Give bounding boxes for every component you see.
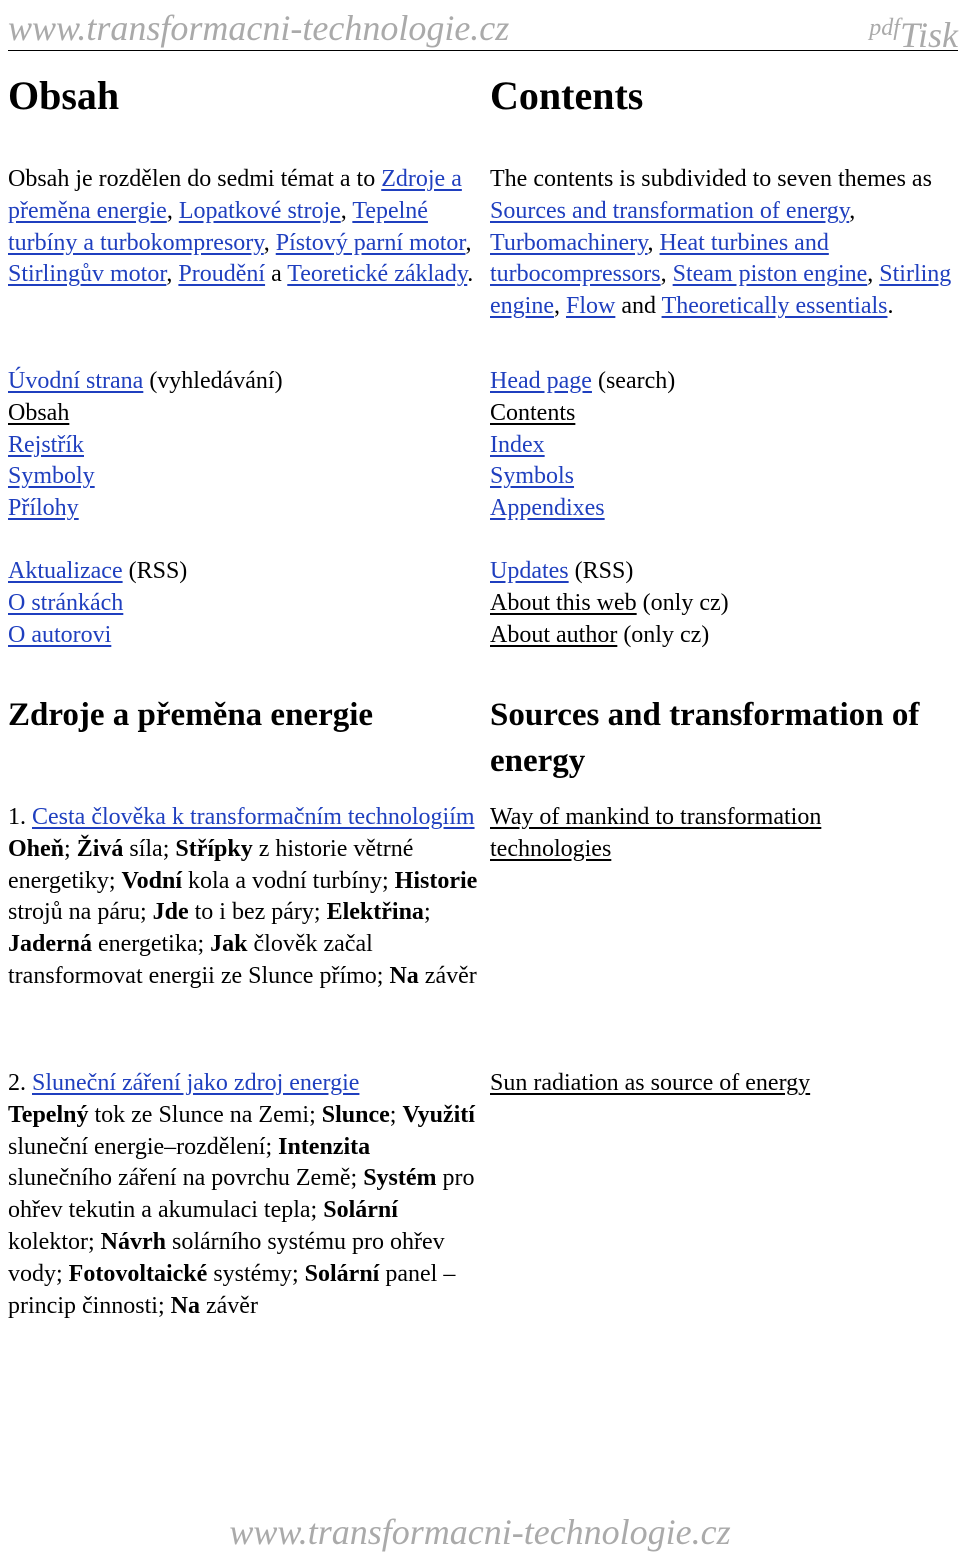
- link-updates[interactable]: Updates: [490, 558, 569, 584]
- nav-item-about-web: [490, 588, 729, 620]
- intro-text: Obsah je rozdělen do sedmi témat a to: [8, 166, 382, 192]
- link-aktualizace[interactable]: Aktualizace: [8, 558, 123, 584]
- nav-suffix: (search): [591, 368, 676, 394]
- nav-item-about-author: [490, 620, 729, 652]
- pdf-print-link[interactable]: [869, 8, 958, 55]
- topic-keyword: Jaderná: [8, 931, 92, 958]
- topic-keyword: Živá: [76, 835, 124, 862]
- link-symboly[interactable]: Symboly: [8, 463, 95, 490]
- topic-text: z historie větrné energetiky;: [8, 835, 414, 894]
- link-stirling-engine[interactable]: Stirling engine: [490, 261, 952, 320]
- right-section-heading: Sources and transformation of energy: [490, 697, 920, 779]
- topic-text: systémy;: [207, 1260, 305, 1287]
- right-chapter-2: [490, 1068, 958, 1100]
- sep: ,: [465, 229, 472, 256]
- topic-keyword: Na: [389, 962, 419, 989]
- link-about-author[interactable]: About author: [490, 621, 618, 648]
- sep: and: [615, 293, 662, 320]
- topic-text: pro ohřev tekutin a akumulaci tepla;: [8, 1165, 475, 1224]
- right-intro: [490, 164, 958, 323]
- link-proudeni[interactable]: Proudění: [178, 261, 266, 288]
- topic-keyword: Návrh: [100, 1228, 166, 1255]
- topic-keyword: Oheň: [8, 835, 65, 862]
- left-heading: Obsah: [8, 73, 120, 118]
- topic-text: kolektor;: [8, 1228, 101, 1255]
- link-about-this-web[interactable]: About this web: [490, 589, 637, 616]
- link-turbomachinery[interactable]: Turbomachinery: [490, 229, 648, 256]
- nav-item-contents: [490, 398, 675, 430]
- link-zdroje[interactable]: Zdroje a přeměna energie: [8, 166, 462, 224]
- topic-keyword: Střípky: [175, 835, 253, 862]
- nav-item-about-web: [8, 588, 187, 620]
- right-nav-main: [490, 366, 675, 525]
- topic-text: kola a vodní turbíny;: [182, 867, 395, 894]
- nav-suffix: (only cz): [617, 621, 710, 648]
- site-url-header[interactable]: www.transformacni-technologie.cz: [8, 8, 510, 48]
- right-chapter-1: [490, 802, 910, 866]
- topic-keyword: Solární: [304, 1260, 380, 1287]
- sep: .: [887, 293, 894, 320]
- topic-keyword: Systém: [363, 1165, 437, 1192]
- topic-keyword: Vodní: [121, 867, 183, 894]
- nav-item-appendix: [490, 493, 675, 525]
- sep: ,: [553, 293, 566, 320]
- pdf-label: pdf: [869, 15, 900, 41]
- link-theoretically[interactable]: Theoretically essentials: [661, 293, 888, 320]
- topic-text: člověk začal transformovat energii ze Slunce přímo;: [8, 931, 390, 989]
- link-obsah[interactable]: Obsah: [8, 399, 70, 426]
- nav-item-contents: [8, 398, 283, 430]
- topic-text: závěr: [418, 962, 477, 989]
- link-rejstrik[interactable]: Rejstřík: [8, 431, 84, 458]
- nav-item-updates: [8, 556, 187, 588]
- link-o-strankach[interactable]: O stránkách: [8, 589, 124, 616]
- link-head-page[interactable]: Head page: [490, 368, 592, 394]
- topic-text: slunečního záření na povrchu Země;: [8, 1165, 364, 1192]
- sep: ,: [340, 197, 353, 224]
- nav-suffix: (RSS): [122, 558, 188, 584]
- topic-text: závěr: [200, 1292, 258, 1319]
- link-tepelne[interactable]: Tepelné turbíny a turbokompresory: [8, 197, 428, 256]
- link-sources[interactable]: Sources and transformation of energy: [490, 197, 850, 224]
- sep: ,: [660, 261, 673, 288]
- topic-keyword: Solární: [323, 1197, 398, 1224]
- link-chapter-1[interactable]: Cesta člověka k transformačním technologiím: [32, 804, 475, 830]
- right-nav-secondary: [490, 556, 729, 651]
- left-nav-secondary: [8, 556, 187, 651]
- nav-item-index: [8, 430, 283, 462]
- link-flow[interactable]: Flow: [565, 293, 616, 320]
- topic-keyword: Fotovoltaické: [68, 1260, 208, 1287]
- sep: .: [467, 261, 474, 288]
- topic-text: síla;: [123, 835, 176, 862]
- topic-text: solárního systému pro ohřev vody;: [8, 1228, 445, 1287]
- nav-suffix: (vyhledávání): [143, 368, 283, 394]
- chapter-2-topics: [8, 1102, 475, 1319]
- nav-suffix: (only cz): [636, 589, 729, 616]
- sep: a: [265, 261, 288, 288]
- nav-suffix: (RSS): [568, 558, 634, 584]
- left-nav-main: [8, 366, 283, 525]
- topic-keyword: Intenzita: [278, 1133, 371, 1160]
- link-index[interactable]: Index: [490, 431, 545, 458]
- print-label: Tisk: [899, 15, 958, 55]
- link-sun-radiation[interactable]: Sun radiation as source of energy: [490, 1070, 811, 1096]
- link-chapter-2[interactable]: Sluneční záření jako zdroj energie: [32, 1070, 360, 1096]
- link-heat-turbines[interactable]: Heat turbines and turbocompressors: [490, 229, 829, 288]
- link-appendixes[interactable]: Appendixes: [490, 495, 605, 522]
- topic-keyword: Historie: [394, 867, 478, 894]
- nav-item-about-author: [8, 620, 187, 652]
- nav-item-updates: [490, 556, 729, 588]
- page-header: [8, 6, 958, 55]
- chapter-1-topics: [8, 836, 477, 989]
- topic-keyword: Jak: [210, 931, 248, 958]
- topic-text: ;: [64, 835, 77, 862]
- link-uvodni-strana[interactable]: Úvodní strana: [8, 368, 144, 394]
- link-steam-piston[interactable]: Steam piston engine: [672, 261, 868, 288]
- topic-text: to i bez páry;: [188, 899, 327, 926]
- topic-text: ;: [423, 899, 431, 926]
- nav-item-symbols: [8, 461, 283, 493]
- page-footer: [0, 1512, 960, 1552]
- topic-text: panel –princip činnosti;: [8, 1260, 456, 1319]
- link-way-of-mankind[interactable]: Way of mankind to transformation technologies: [490, 804, 822, 862]
- topic-keyword: Slunce: [321, 1101, 390, 1128]
- sep: ,: [166, 261, 179, 288]
- topic-keyword: Jde: [152, 899, 189, 926]
- left-chapter-1: [8, 802, 478, 993]
- left-chapter-2: [8, 1068, 478, 1322]
- chapter-number: 1.: [8, 804, 32, 830]
- chapter-number: 2.: [8, 1070, 32, 1096]
- link-contents[interactable]: Contents: [490, 399, 576, 426]
- link-symbols[interactable]: Symbols: [490, 463, 575, 490]
- site-url-footer[interactable]: www.transformacni-technologie.cz: [229, 1512, 731, 1552]
- topic-text: sluneční energie–rozdělení;: [8, 1133, 279, 1160]
- nav-item-home: [490, 366, 675, 398]
- link-teoreticke[interactable]: Teoretické základy: [287, 261, 468, 288]
- topic-text: tok ze Slunce na Zemi;: [88, 1101, 322, 1128]
- nav-item-appendix: [8, 493, 283, 525]
- sep: ,: [647, 229, 660, 256]
- topic-keyword: Elektřina: [326, 899, 424, 926]
- sep: ,: [849, 197, 856, 224]
- topic-text: energetika;: [92, 931, 211, 958]
- left-intro: [8, 164, 478, 291]
- intro-text: The contents is subdivided to seven themes as: [490, 166, 932, 192]
- link-prilohy[interactable]: Přílohy: [8, 495, 79, 522]
- topic-keyword: Tepelný: [8, 1101, 89, 1128]
- nav-item-symbols: [490, 461, 675, 493]
- sep: ,: [166, 197, 179, 224]
- nav-item-home: [8, 366, 283, 398]
- sep: ,: [263, 229, 276, 256]
- nav-item-index: [490, 430, 675, 462]
- sep: ,: [867, 261, 880, 288]
- right-heading: Contents: [490, 73, 644, 118]
- topic-keyword: Na: [170, 1292, 200, 1319]
- topic-text: ;: [389, 1101, 403, 1128]
- topic-text: strojů na páru;: [8, 899, 153, 926]
- link-stirling[interactable]: Stirlingův motor: [8, 261, 167, 288]
- link-o-autorovi[interactable]: O autorovi: [8, 621, 112, 648]
- left-section-heading: Zdroje a přeměna energie: [8, 697, 374, 733]
- link-pistovy[interactable]: Pístový parní motor: [275, 229, 466, 256]
- topic-keyword: Využití: [402, 1101, 475, 1128]
- link-lopatkove[interactable]: Lopatkové stroje: [178, 197, 341, 224]
